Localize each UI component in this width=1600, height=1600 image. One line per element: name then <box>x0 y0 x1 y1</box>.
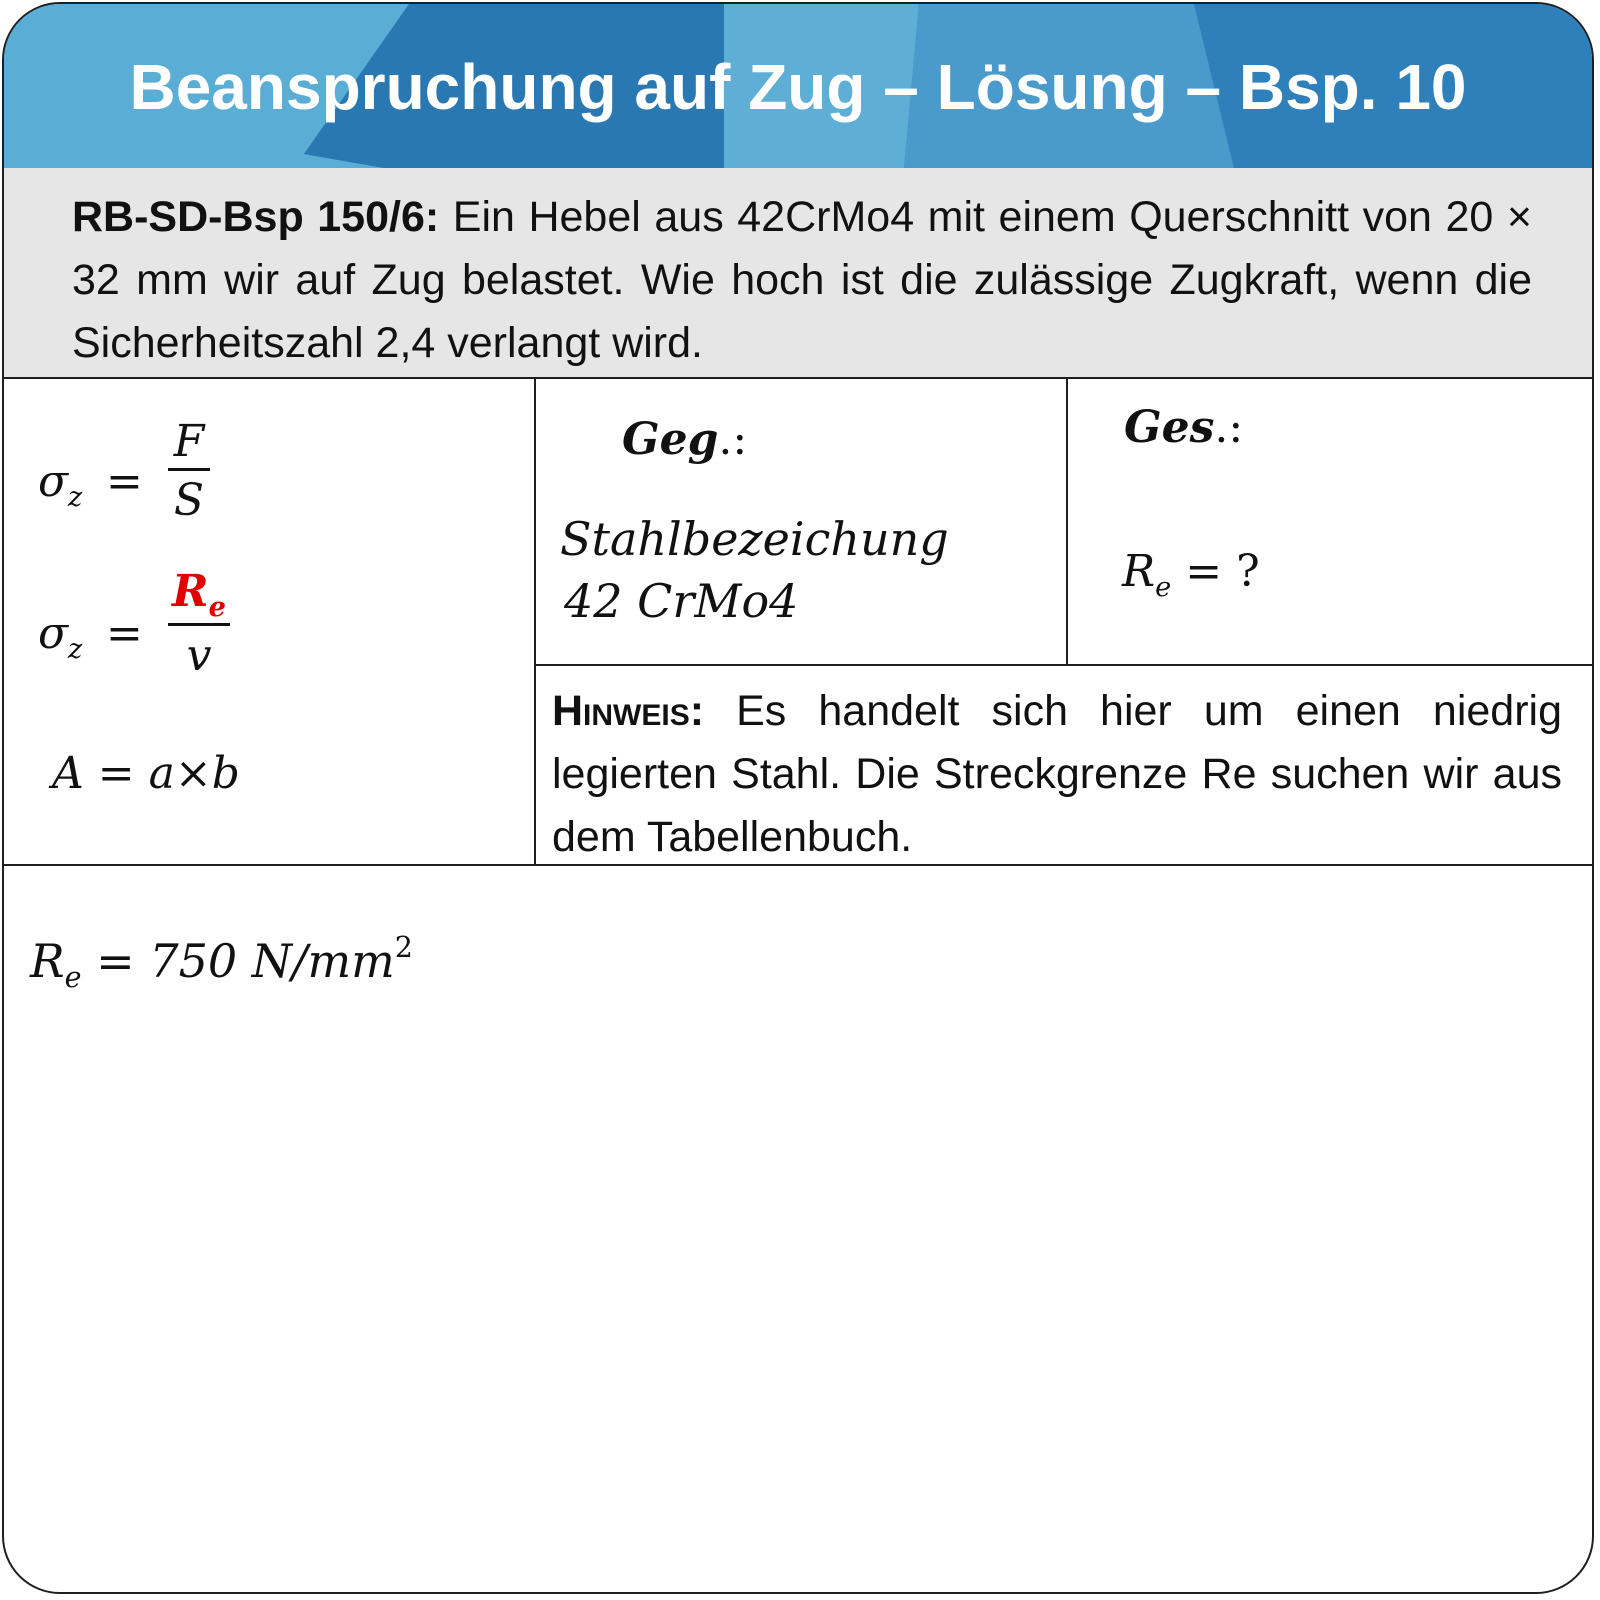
given-steel-label: Stahlbezeichung <box>560 512 949 566</box>
task-text: Ein Hebel aus 42CrMo4 mit einem Querschnitt von 20 × 32 mm wir auf Zug belastet. Wie hoch ist die zulässige Zugkraft, wenn die Sicherheitszahl 2,4 verlangt wird. <box>72 193 1532 367</box>
page-title: Beanspruchung auf Zug – Lösung – Bsp. 10 <box>129 51 1467 123</box>
f1-sub: z <box>68 481 83 513</box>
slide-card <box>2 2 1594 1594</box>
formula-stress <box>38 416 258 546</box>
hint-text: Es handelt sich hier um einen niedrig legierten Stahl. Die Streckgrenze Re suchen wir aus dem Tabellenbuch. <box>552 687 1562 861</box>
f2-fraction <box>168 566 230 686</box>
hint-label: Hinweis: <box>552 687 705 735</box>
f1-denominator: S <box>173 475 205 526</box>
sought-variable: $R_e$ = ? <box>1122 546 1260 603</box>
task-label: RB-SD-Bsp 150/6: <box>72 193 440 241</box>
f1-sigma: σ <box>38 456 69 507</box>
given-heading: Geg.: <box>622 414 748 465</box>
f2-sigma: σ <box>38 608 69 659</box>
f2-equals: = <box>106 608 143 659</box>
f2-denominator: v <box>186 630 212 681</box>
task-paragraph <box>72 186 1532 375</box>
task-statement <box>4 168 1592 379</box>
f2-sub: z <box>68 633 83 665</box>
formula-stress-safety <box>38 566 258 696</box>
divider-hint-top <box>534 664 1594 666</box>
f1-numerator: F <box>173 416 205 467</box>
divider-left <box>534 379 536 866</box>
result-yield-strength: $R_e = 750$ $N/mm^2$ <box>30 931 413 994</box>
f1-equals: = <box>106 456 143 507</box>
hint-paragraph <box>552 680 1562 869</box>
divider-middle <box>1066 379 1068 666</box>
sought-heading: Ges.: <box>1124 402 1244 453</box>
given-steel-value: 42 CrMo4 <box>564 574 799 628</box>
f1-fraction <box>168 416 210 531</box>
f2-numerator: $R_e$ <box>172 566 226 623</box>
title-banner <box>4 4 1592 168</box>
formula-area: A = a×b <box>52 748 240 799</box>
